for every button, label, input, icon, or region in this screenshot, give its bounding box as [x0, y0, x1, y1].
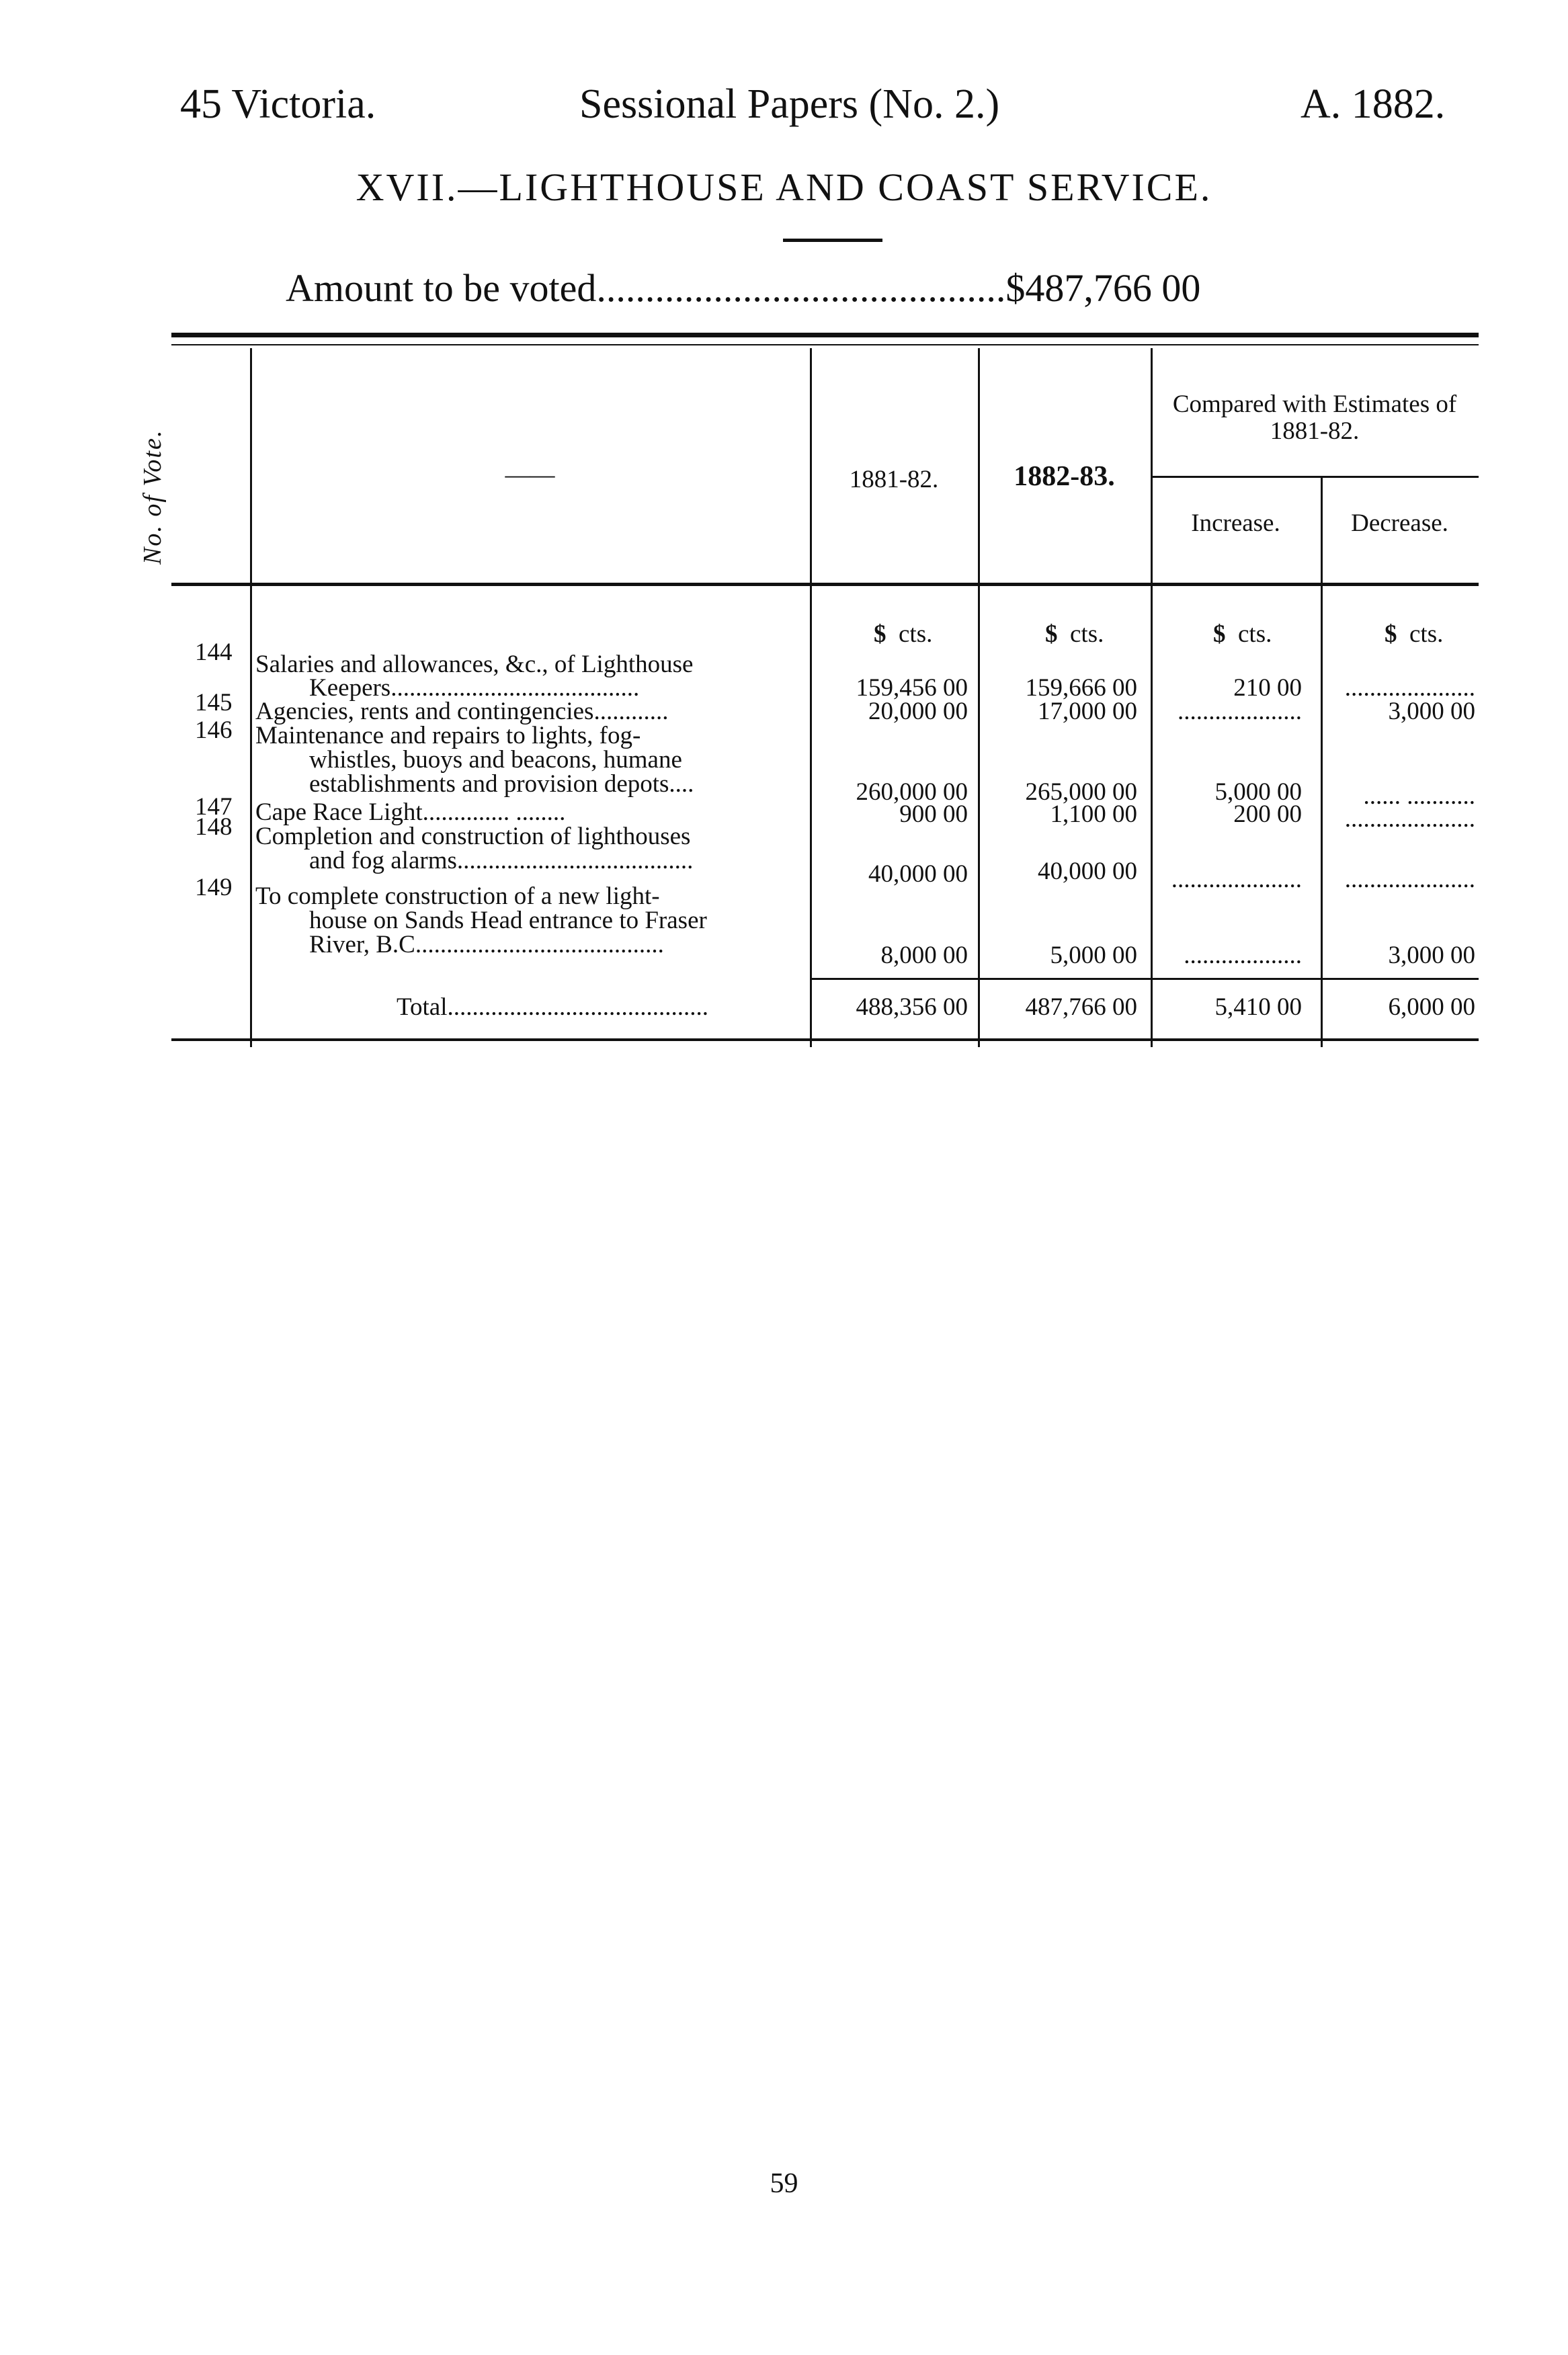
row-description: establishments and provision depots....: [309, 770, 694, 798]
units-1881: $ cts.: [874, 620, 933, 648]
col-divider: [978, 348, 980, 1047]
value-1882: 1,100 00: [1050, 800, 1137, 828]
compared-rule: [1151, 476, 1479, 478]
value-1881: 260,000 00: [856, 778, 968, 806]
value-decrease: .....................: [1344, 805, 1475, 833]
row-description: Keepers........................................: [309, 674, 640, 702]
row-description: Completion and construction of lighthouses: [255, 823, 691, 850]
row-description: River, B.C........................................: [309, 931, 664, 958]
total-1881: 488,356 00: [856, 993, 968, 1021]
amount-leader: ..........................................: [596, 266, 1006, 310]
increase-header: Increase.: [1191, 509, 1280, 537]
value-increase: ...................: [1184, 942, 1302, 969]
section-title: XVII.—LIGHTHOUSE AND COAST SERVICE.: [356, 165, 1212, 209]
total-rule: [810, 978, 1479, 980]
value-increase: 200 00: [1233, 800, 1302, 828]
amount-line: [286, 265, 1200, 311]
row-description: whistles, buoys and beacons, humane: [309, 746, 682, 774]
row-description: Cape Race Light.............. ........: [255, 798, 566, 826]
value-increase: .....................: [1171, 866, 1302, 893]
page-number: 59: [770, 2168, 798, 2199]
value-decrease: .....................: [1344, 674, 1475, 702]
vote-number: 148: [195, 813, 233, 841]
row-description: house on Sands Head entrance to Fraser: [309, 907, 707, 934]
units-decrease: $ cts.: [1385, 620, 1444, 648]
value-1882: 17,000 00: [1038, 698, 1137, 725]
total-1882: 487,766 00: [1025, 993, 1137, 1021]
total-increase: 5,410 00: [1214, 993, 1302, 1021]
value-1882: 265,000 00: [1025, 778, 1137, 806]
vote-number: 144: [195, 638, 233, 666]
value-increase: 5,000 00: [1214, 778, 1302, 806]
year-1882-header: 1882-83.: [1014, 461, 1115, 492]
vote-header: No. of Vote.: [138, 429, 167, 565]
value-1881: 20,000 00: [868, 698, 968, 725]
total-decrease: 6,000 00: [1388, 993, 1475, 1021]
value-increase: ....................: [1178, 698, 1302, 725]
year-1881-header: 1881-82.: [849, 466, 939, 493]
table-bottom-rule: [171, 1038, 1479, 1041]
table-top-rule: [171, 333, 1479, 337]
value-1881: 900 00: [899, 800, 968, 828]
units-1882: $ cts.: [1045, 620, 1104, 648]
value-1882: 5,000 00: [1050, 942, 1137, 969]
row-description: Salaries and allowances, &c., of Lighthouse: [255, 651, 694, 678]
compared-header: Compared with Estimates of 1881-82.: [1172, 390, 1457, 445]
header-bottom-rule: [171, 583, 1479, 586]
amount-label: Amount to be voted: [286, 266, 597, 310]
vote-number: 149: [195, 874, 233, 901]
header-right: A. 1882.: [1301, 81, 1446, 127]
col-divider: [1151, 348, 1153, 1047]
header-center: Sessional Papers (No. 2.): [579, 81, 1000, 127]
row-description: To complete construction of a new light-: [255, 882, 660, 910]
value-decrease: ...... ...........: [1363, 782, 1475, 810]
row-description: and fog alarms......................................: [309, 847, 694, 874]
header-left: 45 Victoria.: [180, 81, 376, 127]
value-1881: 8,000 00: [880, 942, 968, 969]
value-1881: 159,456 00: [856, 674, 968, 702]
value-decrease: .....................: [1344, 866, 1475, 893]
value-1882: 159,666 00: [1025, 674, 1137, 702]
description-header: ——: [505, 461, 555, 489]
value-1882: 40,000 00: [1038, 858, 1137, 885]
value-decrease: 3,000 00: [1388, 942, 1475, 969]
table-top-rule-thin: [171, 344, 1479, 345]
value-decrease: 3,000 00: [1388, 698, 1475, 725]
title-rule: [783, 239, 882, 242]
value-increase: 210 00: [1233, 674, 1302, 702]
vote-number: 147: [195, 793, 233, 821]
row-description: Agencies, rents and contingencies............: [255, 698, 669, 725]
row-description: Maintenance and repairs to lights, fog-: [255, 722, 641, 749]
decrease-header: Decrease.: [1351, 509, 1448, 537]
value-1881: 40,000 00: [868, 860, 968, 888]
amount-value: $487,766 00: [1005, 266, 1201, 310]
vote-number: 145: [195, 689, 233, 716]
total-label: Total..........................................: [397, 993, 708, 1021]
col-divider: [810, 348, 812, 1047]
col-divider: [1321, 477, 1323, 1047]
col-divider: [250, 348, 252, 1047]
units-increase: $ cts.: [1213, 620, 1272, 648]
vote-number: 146: [195, 716, 233, 744]
